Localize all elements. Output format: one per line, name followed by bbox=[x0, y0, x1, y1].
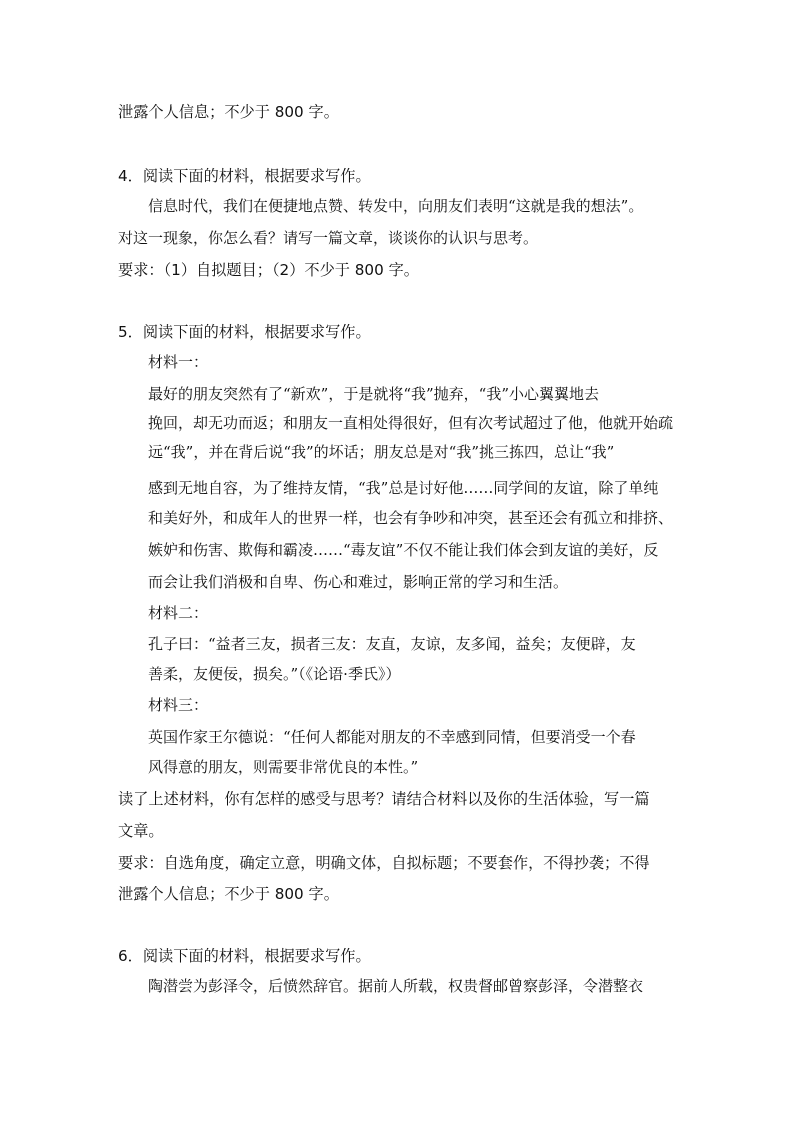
q5-material1-line: 和美好外，和成年人的世界一样，也会有争吵和冲突，甚至还会有孤立和排挤、 bbox=[148, 509, 674, 527]
q4-material-line: 对这一现象，你怎么看？请写一篇文章，谈谈你的认识与思考。 bbox=[118, 229, 539, 247]
q5-requirement-line: 泄露个人信息；不少于 800 字。 bbox=[118, 885, 339, 903]
q5-material2-line: 善柔，友便佞，损矣。”（《论语·季氏》） bbox=[148, 665, 401, 683]
q5-material1-line: 而会让我们消极和自卑、伤心和难过，影响正常的学习和生活。 bbox=[148, 573, 569, 591]
q6-material-line: 陶潜尝为彭泽令，后愤然辞官。据前人所载，权贵督邮曾察彭泽，令潜整衣 bbox=[148, 977, 644, 995]
q5-material1-line: 远“我”，并在背后说“我”的坏话；朋友总是对“我”挑三拣四，总让“我” bbox=[148, 443, 615, 461]
q5-prompt-line: 读了上述材料，你有怎样的感受与思考？请结合材料以及你的生活体验，写一篇 bbox=[118, 790, 650, 808]
q6-heading: 6．阅读下面的材料，根据要求写作。 bbox=[118, 947, 371, 965]
q5-material1-line: 挽回，却无功而返；和朋友一直相处得很好，但有次考试超过了他，他就开始疏 bbox=[148, 414, 674, 432]
q5-material3-line: 英国作家王尔德说：“任何人都能对朋友的不幸感到同情，但要消受一个春 bbox=[148, 728, 636, 746]
q4-requirement: 要求：（1）自拟题目；（2）不少于 800 字。 bbox=[118, 261, 419, 279]
q5-prompt-line: 文章。 bbox=[118, 822, 164, 840]
q5-requirement-line: 要求：自选角度，确定立意，明确文体，自拟标题；不要套作，不得抄袭；不得 bbox=[118, 854, 650, 872]
q5-material1-line: 最好的朋友突然有了“新欢”，于是就将“我”抛弃，“我”小心翼翼地去 bbox=[148, 385, 600, 403]
q4-material-line: 信息时代，我们在便捷地点赞、转发中，向朋友们表明“这就是我的想法”。 bbox=[148, 197, 644, 215]
q5-material3-line: 风得意的朋友，则需要非常优良的本性。” bbox=[148, 758, 419, 776]
q5-material2-title: 材料二： bbox=[148, 604, 209, 622]
q4-heading: 4．阅读下面的材料，根据要求写作。 bbox=[118, 167, 371, 185]
q5-material2-line: 孔子曰：“益者三友，损者三友：友直，友谅，友多闻，益矣；友便辟，友 bbox=[148, 635, 636, 653]
q5-material1-line: 感到无地自容，为了维持友情，“我”总是讨好他……同学间的友谊，除了单纯 bbox=[148, 479, 659, 497]
intro-tail-line: 泄露个人信息；不少于 800 字。 bbox=[118, 103, 339, 121]
q5-material3-title: 材料三： bbox=[148, 696, 209, 714]
q5-material1-line: 嫉妒和伤害、欺侮和霸凌……“毒友谊”不仅不能让我们体会到友谊的美好，反 bbox=[148, 541, 659, 559]
q5-material1-title: 材料一： bbox=[148, 353, 209, 371]
q5-heading: 5．阅读下面的材料，根据要求写作。 bbox=[118, 323, 371, 341]
